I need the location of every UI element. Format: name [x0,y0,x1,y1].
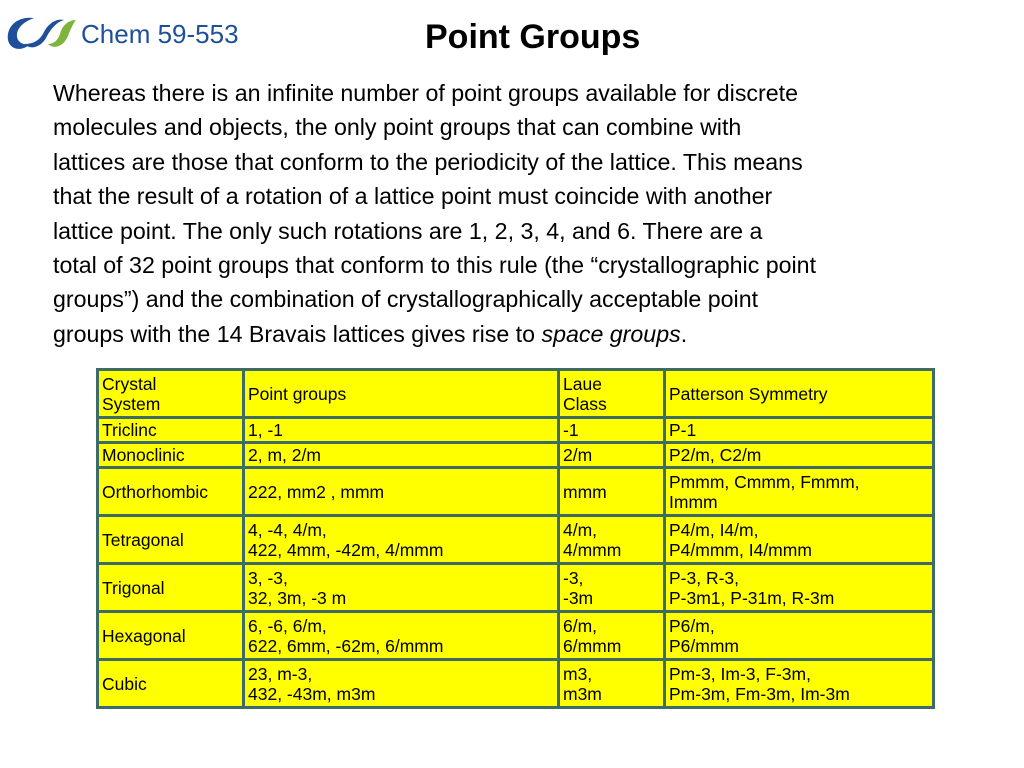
cell-text: 2, m, 2/m [248,445,321,465]
cell-laue-class [559,660,665,708]
university-logo-icon [4,14,76,54]
cell-crystal-system [98,660,244,708]
cell-crystal-system [98,516,244,564]
header-patterson-symmetry [665,370,934,418]
body-line: that the result of a rotation of a lattice point must coincide with another [53,183,773,210]
cell-text: P2/m, C2/m [669,445,762,465]
cell-text: 222, mm2 , mmm [248,481,385,502]
point-groups-table [96,368,935,709]
cell-text: Tetragonal [102,529,184,550]
cell-text: 23, m-3, [248,663,313,684]
cell-text: Pmmm, Cmmm, Fmmm, [669,471,860,492]
cell-text: Class [563,393,607,414]
cell-text: Point groups [248,383,347,404]
header-crystal-system [98,370,244,418]
cell-text: 4, -4, 4/m, [248,519,327,540]
cell-text: 4/mmm [563,539,622,560]
cell-text: Orthorhombic [102,481,209,502]
cell-text: Pm-3m, Fm-3m, Im-3m [669,683,850,704]
cell-text: -1 [563,420,579,440]
body-line: lattices are those that conform to the periodicity of the lattice. This means [53,148,803,175]
cell-text: P6/m, [669,615,715,636]
cell-text: m3m [563,683,602,704]
table-row [98,612,934,660]
cell-laue-class [559,418,665,443]
cell-patterson-symmetry [665,612,934,660]
cell-laue-class [559,516,665,564]
cell-crystal-system [98,443,244,468]
cell-laue-class [559,612,665,660]
cell-text: 3, -3, [248,567,288,588]
cell-text: 6/m, [563,615,598,636]
table-row [98,660,934,708]
body-line: lattice point. The only such rotations are 1, 2, 3, 4, and 6. There are a [53,217,763,244]
cell-patterson-symmetry [665,564,934,612]
space-groups-emphasis: space groups [541,320,681,347]
cell-crystal-system [98,468,244,516]
cell-text: Cubic [102,673,147,694]
cell-text: 6/mmm [563,635,622,656]
cell-point-groups [244,564,559,612]
cell-patterson-symmetry [665,443,934,468]
cell-text: Pm-3, Im-3, F-3m, [669,663,811,684]
cell-point-groups [244,660,559,708]
table-row [98,468,934,516]
cell-crystal-system [98,564,244,612]
cell-patterson-symmetry [665,468,934,516]
cell-text: mmm [563,481,607,502]
page-title: Point Groups [425,18,641,56]
body-line-text: groups with the 14 Bravais lattices gives rise to [53,320,542,347]
body-line: molecules and objects, the only point groups that can combine with [53,114,742,141]
cell-text: -3, [563,567,584,588]
cell-text: Patterson Symmetry [669,383,828,404]
cell-point-groups [244,468,559,516]
body-line-last [53,317,1003,351]
cell-text: m3, [563,663,593,684]
cell-patterson-symmetry [665,418,934,443]
table-header-row [98,370,934,418]
cell-point-groups [244,418,559,443]
cell-text: Triclinc [102,420,157,440]
cell-text: Trigonal [102,577,165,598]
cell-laue-class [559,468,665,516]
cell-text: 1, -1 [248,420,284,440]
cell-text: 622, 6mm, -62m, 6/mmm [248,635,444,656]
cell-text: P4/mmm, I4/mmm [669,539,812,560]
cell-text: Hexagonal [102,625,186,646]
cell-text: 2/m [563,445,593,465]
header-point-groups [244,370,559,418]
table-row [98,418,934,443]
course-label: Chem 59-553 [81,19,239,49]
cell-point-groups [244,443,559,468]
header-laue-class [559,370,665,418]
cell-text: 4/m, [563,519,598,540]
cell-point-groups [244,516,559,564]
cell-text: 422, 4mm, -42m, 4/mmm [248,539,444,560]
cell-text: 6, -6, 6/m, [248,615,327,636]
cell-text: System [102,393,161,414]
table-row [98,564,934,612]
body-end-punct: . [680,320,688,347]
cell-text: 32, 3m, -3 m [248,587,347,608]
cell-patterson-symmetry [665,660,934,708]
cell-crystal-system [98,418,244,443]
cell-text: P6/mmm [669,635,739,656]
cell-text: Crystal [102,373,157,394]
cell-text: 432, -43m, m3m [248,683,376,704]
cell-text: Laue [563,373,602,394]
table-row [98,443,934,468]
cell-text: Monoclinic [102,445,185,465]
cell-text: P4/m, I4/m, [669,519,759,540]
cell-crystal-system [98,612,244,660]
cell-text: P-3m1, P-31m, R-3m [669,587,835,608]
cell-laue-class [559,443,665,468]
cell-text: Immm [669,491,718,512]
cell-text: P-3, R-3, [669,567,740,588]
body-line: total of 32 point groups that conform to this rule (the “crystallographic point [53,252,817,279]
body-paragraph [53,76,1003,351]
body-line: Whereas there is an infinite number of point groups available for discrete [53,80,798,106]
cell-text: P-1 [669,420,697,440]
body-line: groups”) and the combination of crystallographically acceptable point [53,286,759,313]
cell-text: -3m [563,587,594,608]
table-row [98,516,934,564]
cell-point-groups [244,612,559,660]
cell-patterson-symmetry [665,516,934,564]
cell-laue-class [559,564,665,612]
